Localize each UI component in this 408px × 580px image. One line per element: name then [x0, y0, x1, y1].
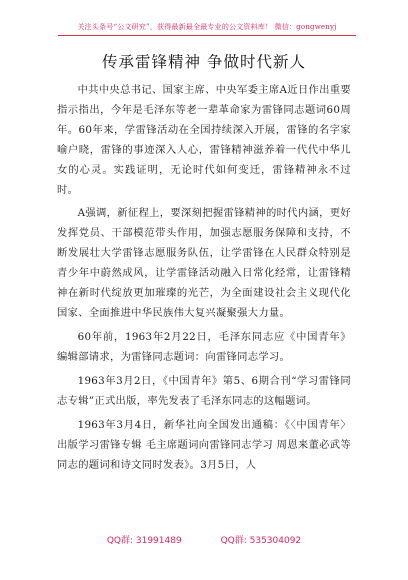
paragraph-5: 1963年3月4日，新华社向全国发出通稿：《〈中国青年〉出版学习雷锋专辑 毛主席题词向雷锋同志学习 周恩来董必武等同志的题词和诗文同时发表》。3月5日，人 [57, 419, 351, 471]
document-body [57, 80, 351, 478]
footer [0, 533, 408, 546]
paragraph-1: 中共中央总书记、国家主席、中央军委主席A近日作出重要指示指出，今年是毛泽东等老一辈革命家为雷锋同志题词60周年。60年来，学雷锋活动在全国持续深入开展，雷锋的名字家喻户晓，雷锋的事迹深入人心，雷锋精神滋养着一代代中华儿女的心灵。实践证明，无论时代如何变迁，雷锋精神永不过时。 [57, 84, 351, 196]
header-banner [58, 22, 356, 36]
header-promo-text: 关注头条号“公文研究”，获得最新最全最专业的公文资料库！ 微信：gongwenyj [77, 23, 337, 31]
paragraph-4: 1963年3月2日，《中国青年》第5、6期合刊“学习雷锋同志专辑”正式出版，率先发表了毛泽东同志的这幅题词。 [57, 375, 351, 407]
footer-qq-group-1: QQ群: 31991489 [106, 536, 182, 546]
paragraph-3: 60年前，1963年2月22日，毛泽东同志应《中国青年》编辑部请求，为雷锋同志题词：向雷锋同志学习。 [57, 331, 351, 363]
document-title: 传承雷锋精神 争做时代新人 [102, 53, 306, 71]
paragraph-2: A强调，新征程上，要深刻把握雷锋精神的时代内涵，更好发挥党员、干部模范带头作用，加强志愿服务保障和支持，不断发展壮大学雷锋志愿服务队伍，让学雷锋在人民群众特别是青少年中蔚然成风，让学雷锋活动融入日常化经常，让雷锋精神在新时代绽放更加璀璨的光芒，为全面建设社会主义现代化国家、全面推进中华民族伟大复兴凝聚强大力量。 [57, 207, 351, 319]
footer-qq-group-2: QQ群: 535304092 [220, 536, 302, 546]
